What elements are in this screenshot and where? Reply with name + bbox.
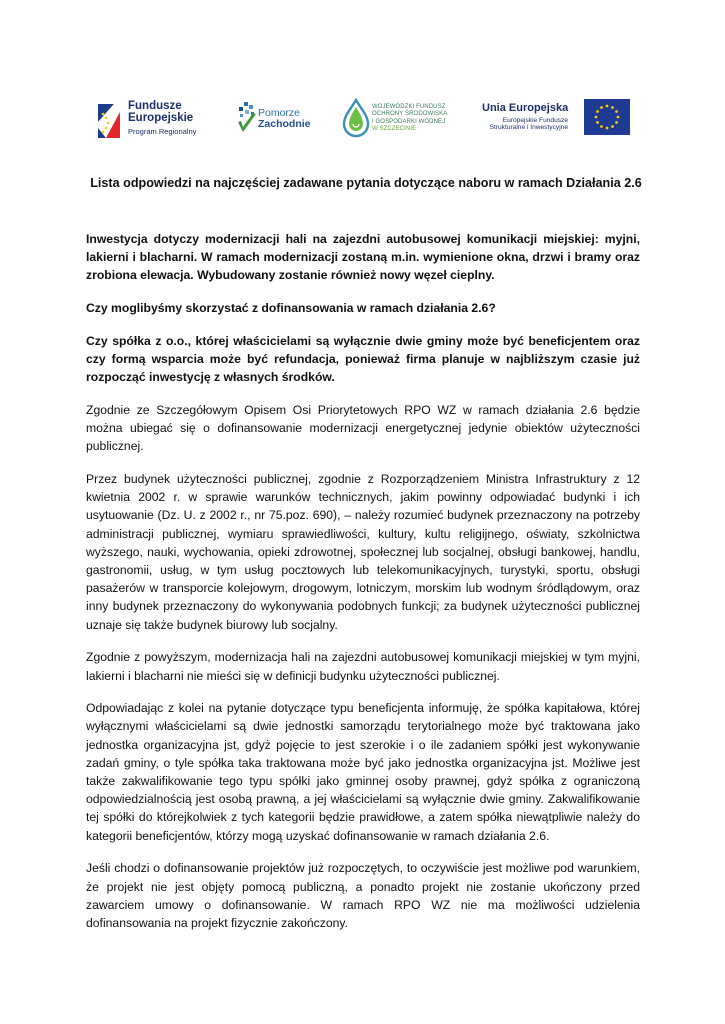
document-body bbox=[86, 230, 640, 947]
answer-paragraph-5: Jeśli chodzi o dofinansowanie projektów już rozpoczętych, to oczywiście jest możliwe pod warunkiem, że projekt nie jest objęty pomocą publiczną, a ponadto projekt nie zostanie ukończony przed zawarciem umowy o dofinansowanie. W ramach RPO WZ nie ma możliwości udzielenia dofinansowania na projekt fizycznie zakończony. bbox=[86, 861, 640, 930]
fe-logo-line3: Program Regionalny bbox=[128, 127, 197, 136]
fe-logo-line1: Fundusze bbox=[128, 100, 182, 112]
pomorze-zachodnie-emblem-icon bbox=[234, 102, 258, 138]
question-2: Czy spółka z o.o., której właścicielami są wyłącznie dwie gminy może być beneficjentem oraz czy formą wsparcia może być refundacja, ponieważ firma planuje w najbliższym czasie już rozpocząć inwestycję z własnych środków. bbox=[86, 333, 640, 385]
question-intro: Inwestycja dotyczy modernizacji hali na zajezdni autobusowej komunikacji miejskiej: myjni, lakierni i blacharni. W ramach modernizacji zostaną m.in. wymienione okna, drzwi i bramy oraz zrobiona elewacja. Wybudowany zostanie również nowy węzeł cieplny. bbox=[86, 232, 640, 283]
fe-logo-line2: Europejskie bbox=[128, 112, 194, 124]
fundusze-europejskie-emblem-icon bbox=[94, 98, 124, 142]
unia-europejska-logo bbox=[482, 96, 632, 146]
pomorze-zachodnie-logo bbox=[234, 96, 320, 146]
wf-logo-line1: WOJEWÓDZKI FUNDUSZ bbox=[372, 104, 446, 110]
wf-logo-line3: I GOSPODARKI WODNEJ bbox=[372, 118, 446, 125]
pz-logo-line2: Zachodnie bbox=[258, 118, 311, 130]
document-title: Lista odpowiedzi na najczęściej zadawane pytania dotyczące naboru w ramach Działania 2.6 bbox=[90, 176, 642, 190]
question-1: Czy moglibyśmy skorzystać z dofinansowania w ramach działania 2.6? bbox=[86, 301, 496, 316]
answer-paragraph-4: Odpowiadając z kolei na pytanie dotyczące typu beneficjenta informuję, że spółka kapitałowa, której wyłącznymi właścicielami są dwie jednostki samorządu terytorialnego może być traktowana jako jednostka organizacyjna jst, gdyż pojęcie to jest szerokie i o ile zadaniem spółki jest wykonywanie zadań gminy, o tyle spółka taka traktowana może być jako jednostka organizacyjna jst. Możliwe jest także zakwalifikowanie tego typu spółki jako gminnej osoby prawnej, gdyż spółka z ograniczoną odpowiedzialnością jest osobą prawną, a jej właścicielami są wyłącznie dwie gminy. Zakwalifikowanie tej spółki do którejkolwiek z tych kategorii będzie prawidłowe, a zatem spółka niewątpliwie należy do kategorii beneficjentów, którzy mogą uzyskać dofinansowanie w ramach działania 2.6. bbox=[86, 701, 640, 843]
ue-logo-line3: Strukturalne i Inwestycyjne bbox=[489, 124, 568, 131]
answer-paragraph-3: Zgodnie z powyższym, modernizacja hali na zajezdni autobusowej komunikacji miejskiej w tym myjni, lakierni i blacharni nie mieści się w definicji budynku użyteczności publicznej. bbox=[86, 650, 640, 683]
wf-logo-line4: W SZCZECINIE bbox=[372, 126, 417, 133]
fundusze-europejskie-logo bbox=[92, 96, 212, 146]
wfosigw-logo bbox=[342, 96, 462, 146]
water-drop-icon bbox=[342, 98, 370, 138]
ue-logo-line1: Unia Europejska bbox=[482, 102, 569, 114]
answer-paragraph-1: Zgodnie ze Szczegółowym Opisem Osi Priorytetowych RPO WZ w ramach działania 2.6 będzie można ubiegać się o dofinansowanie modernizacji energetycznej jedynie obiektów użyteczności publicznej. bbox=[86, 402, 640, 454]
eu-flag-icon bbox=[584, 99, 630, 135]
wf-logo-line2: OCHRONY ŚRODOWISKA bbox=[372, 111, 448, 118]
logo-bar bbox=[92, 96, 632, 146]
ue-logo-line2: Europejskie Fundusze bbox=[502, 117, 568, 124]
pz-logo-line1: Pomorze bbox=[258, 107, 301, 119]
answer-paragraph-2: Przez budynek użyteczności publicznej, zgodnie z Rozporządzeniem Ministra Infrastruktury z 12 kwietnia 2002 r. w sprawie warunków technicznych, jakim powinny odpowiadać budynki i ich usytuowanie (Dz. U. z 2002 r., nr 75.poz. 690), – należy rozumieć budynek przeznaczony na potrzeby administracji publicznej, wymiaru sprawiedliwości, kultury, kultu religijnego, oświaty, szkolnictwa wyższego, nauki, wychowania, opieki zdrowotnej, społecznej lub socjalnej, obsługi bankowej, handlu, gastronomii, usług, w tym usług pocztowych lub telekomunikacyjnych, turystyki, sportu, obsługi pasażerów w transporcie kolejowym, drogowym, lotniczym, morskim lub wodnym śródlądowym, oraz inny budynek przeznaczony do wykonywania podobnych funkcji; za budynek użyteczności publicznej uznaje się także budynek biurowy lub socjalny. bbox=[86, 472, 640, 632]
